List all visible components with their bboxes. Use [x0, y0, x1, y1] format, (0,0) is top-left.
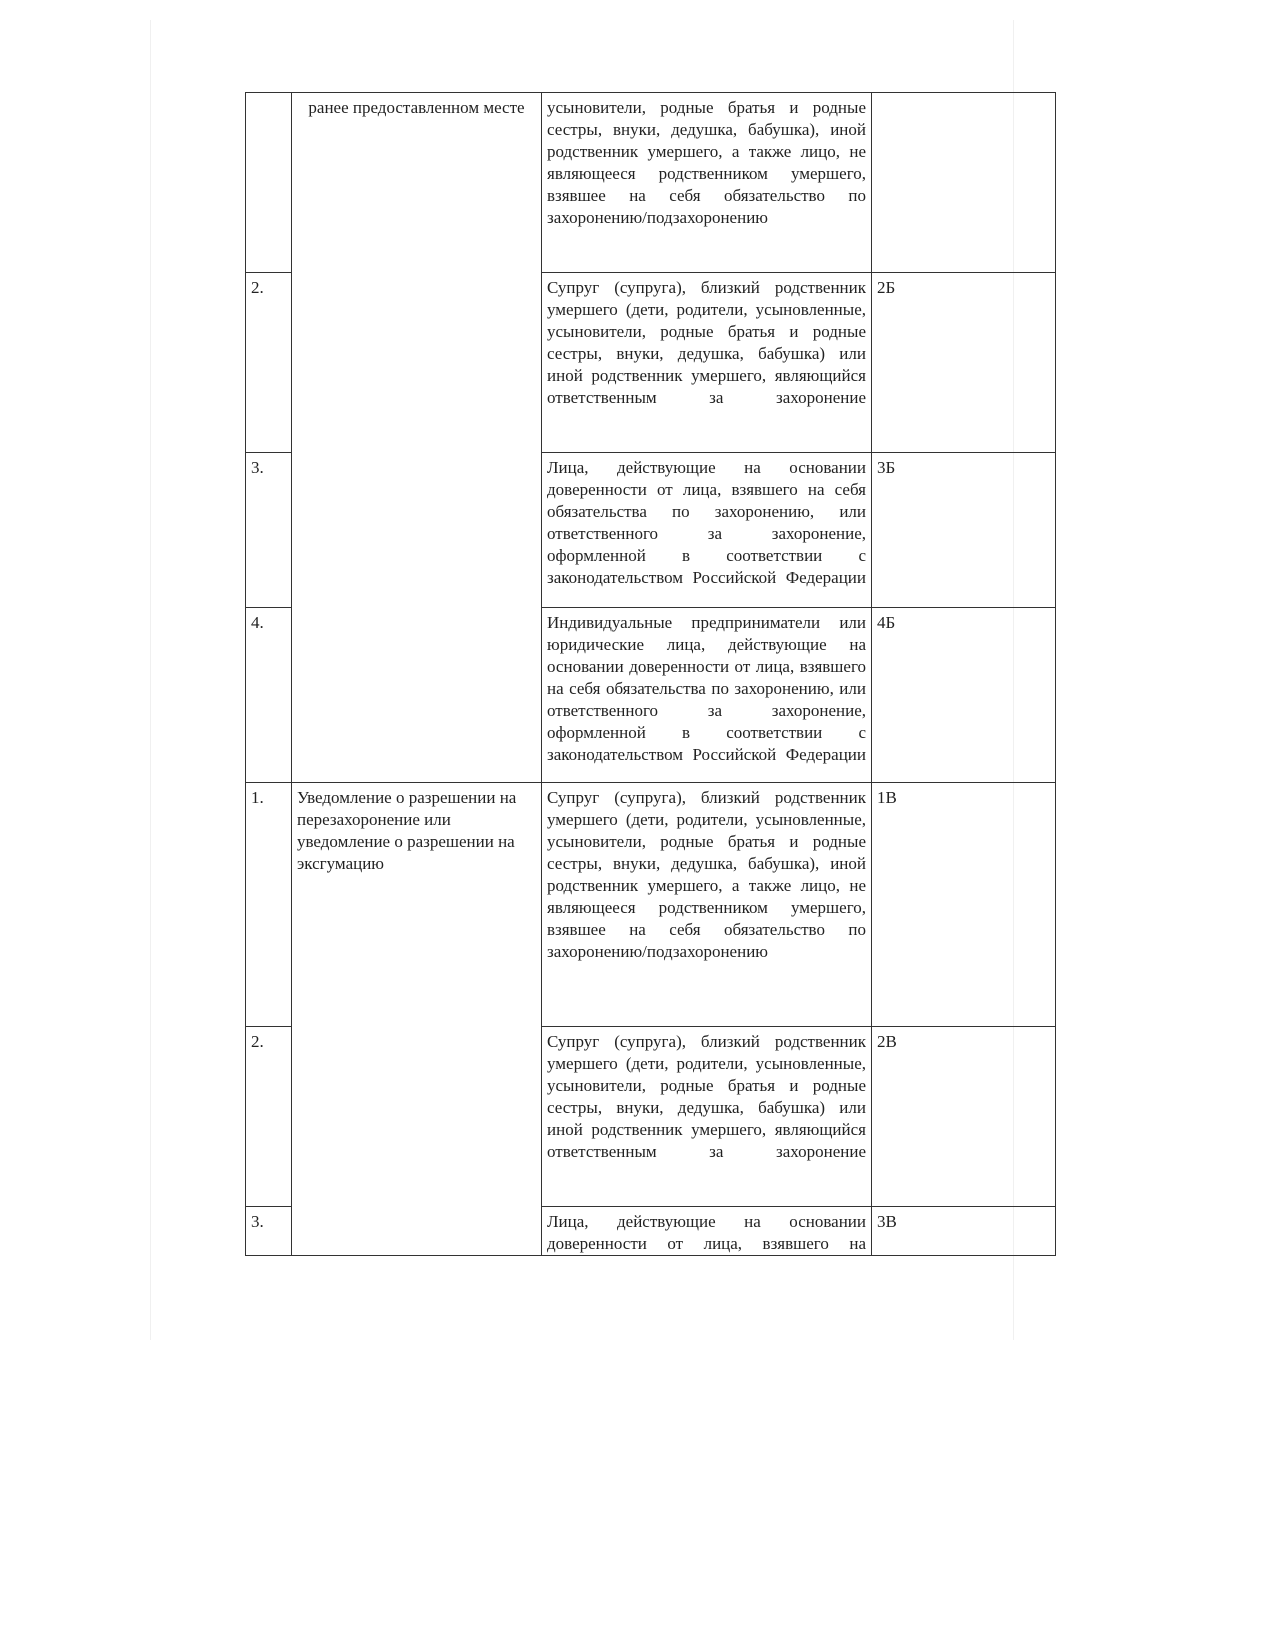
- row-number: 3.: [246, 1207, 292, 1256]
- applicant-code: 2В: [872, 1027, 1056, 1207]
- row-number: [246, 93, 292, 273]
- service-name: ранее предоставленном месте: [292, 93, 542, 783]
- table-row: [246, 783, 1056, 1027]
- applicant-code: 4Б: [872, 608, 1056, 783]
- row-number: 2.: [246, 1027, 292, 1207]
- applicant-description: Лица, действующие на основании доверенности от лица, взявшего на себя обязательства по захоронению, или ответственного за захоронение, оформленной в соответствии с законодательством Российской Федерации: [542, 453, 872, 608]
- table-row: [246, 93, 1056, 273]
- service-name: Уведомление о разрешении на перезахоронение или уведомление о разрешении на эксгумацию: [292, 783, 542, 1256]
- applicant-code: 2Б: [872, 273, 1056, 453]
- services-table: [245, 92, 1056, 1256]
- row-number: 4.: [246, 608, 292, 783]
- applicant-description: Лица, действующие на основании доверенности от лица, взявшего на: [542, 1207, 872, 1256]
- row-number: 1.: [246, 783, 292, 1027]
- row-number: 3.: [246, 453, 292, 608]
- applicant-code: 1В: [872, 783, 1056, 1027]
- row-number: 2.: [246, 273, 292, 453]
- applicant-code: [872, 93, 1056, 273]
- applicant-description: Индивидуальные предприниматели или юридические лица, действующие на основании доверенности от лица, взявшего на себя обязательства по захоронению, или ответственного за захоронение, оформленной в соответствии с законодательством Российской Федерации: [542, 608, 872, 783]
- applicant-description: Супруг (супруга), близкий родственник умершего (дети, родители, усыновленные, усыновители, родные братья и родные сестры, внуки, дедушка, бабушка) или иной родственник умершего, являющийся ответственным за захоронение: [542, 273, 872, 453]
- scan-edge-left: [150, 20, 151, 1340]
- applicant-code: 3Б: [872, 453, 1056, 608]
- applicant-description: Супруг (супруга), близкий родственник умершего (дети, родители, усыновленные, усыновители, родные братья и родные сестры, внуки, дедушка, бабушка), иной родственник умершего, а также лицо, не являющееся родственником умершего, взявшее на себя обязательство по захоронению/подзахоронению: [542, 783, 872, 1027]
- applicant-description: усыновители, родные братья и родные сестры, внуки, дедушка, бабушка), иной родственник умершего, а также лицо, не являющееся родственником умершего, взявшее на себя обязательство по захоронению/подзахоронению: [542, 93, 872, 273]
- applicant-description: Супруг (супруга), близкий родственник умершего (дети, родители, усыновленные, усыновители, родные братья и родные сестры, внуки, дедушка, бабушка) или иной родственник умершего, являющийся ответственным за захоронение: [542, 1027, 872, 1207]
- applicant-code: 3В: [872, 1207, 1056, 1256]
